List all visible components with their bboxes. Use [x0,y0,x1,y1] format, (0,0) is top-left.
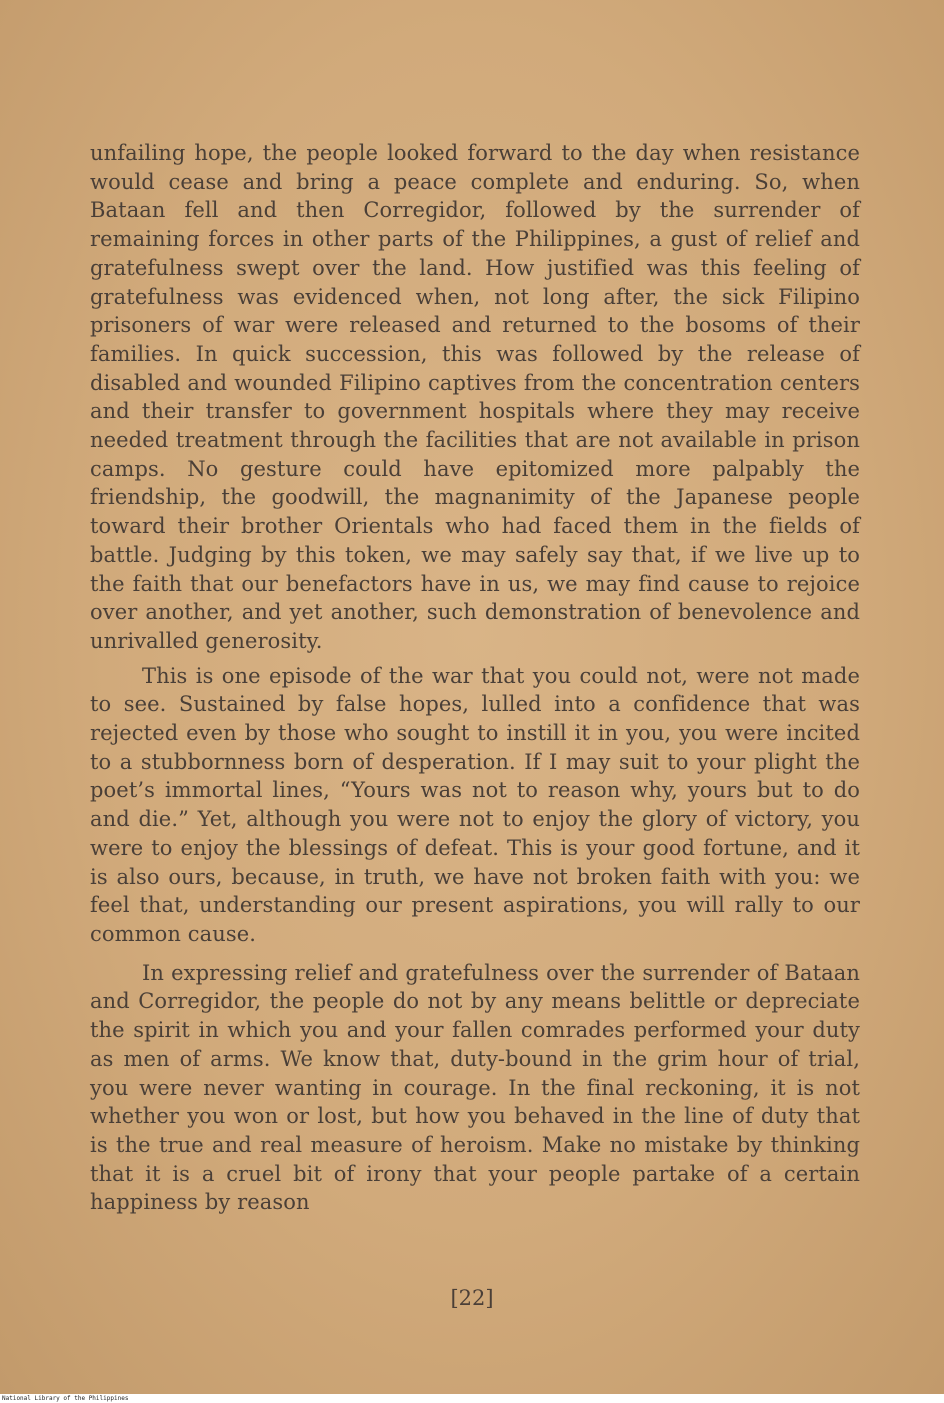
paragraph-3: In expressing relief and gratefulness over the surrender of Bataan and Corregidor, the people do not by any means belittle or depreciate the spirit in which you and your fallen comrades performed your duty as men of arms. We know that, duty-bound in the grim hour of trial, you were never wanting in courage. In the final reckoning, it is not whether you won or lost, but how you behaved in the line of duty that is the true and real measure of heroism. Make no mistake by thinking that it is a cruel bit of irony that your people partake of a certain happiness by reason [90,960,860,1215]
body-text [90,139,860,1217]
page-number: [22] [450,1286,494,1310]
footer-bar [0,1394,944,1403]
paragraph-2: This is one episode of the war that you could not, were not made to see. Sustained by false hopes, lulled into a confidence that was rejected even by those who sought to instill it in you, you were incited to a stubbornness born of desperation. If I may suit to your plight the poet’s immortal lines, “Yours was not to reason why, yours but to do and die.” Yet, although you were not to enjoy the glory of victory, you were to enjoy the blessings of defeat. This is your good fortune, and it is also ours, because, in truth, we have not broken faith with you: we feel that, understanding our present aspirations, you will rally to our common cause. [90,663,860,946]
paragraph-1: unfailing hope, the people looked forward to the day when resistance would cease and bring a peace complete and enduring. So, when Bataan fell and then Corregidor, followed by the surrender of remaining forces in other parts of the Philippines, a gust of relief and gratefulness swept over the land. How justified was this feeling of gratefulness was evidenced when, not long after, the sick Filipino prisoners of war were released and returned to the bosoms of their families. In quick succession, this was followed by the release of disabled and wounded Filipino captives from the concentration centers and their transfer to government hospitals where they may receive needed treatment through the facilities that are not available in prison camps. No gesture could have epitomized more palpably the friendship, the goodwill, the magnanimity of the Japanese people toward their brother Orientals who had faced them in the fields of battle. Judging by this token, we may safely say that, if we live up to the faith that our benefactors have in us, we may find cause to rejoice over another, and yet another, such demonstration of benevolence and unrivalled generosity. [90,141,860,653]
footer-credit: National Library of the Philippines [2,1395,129,1402]
